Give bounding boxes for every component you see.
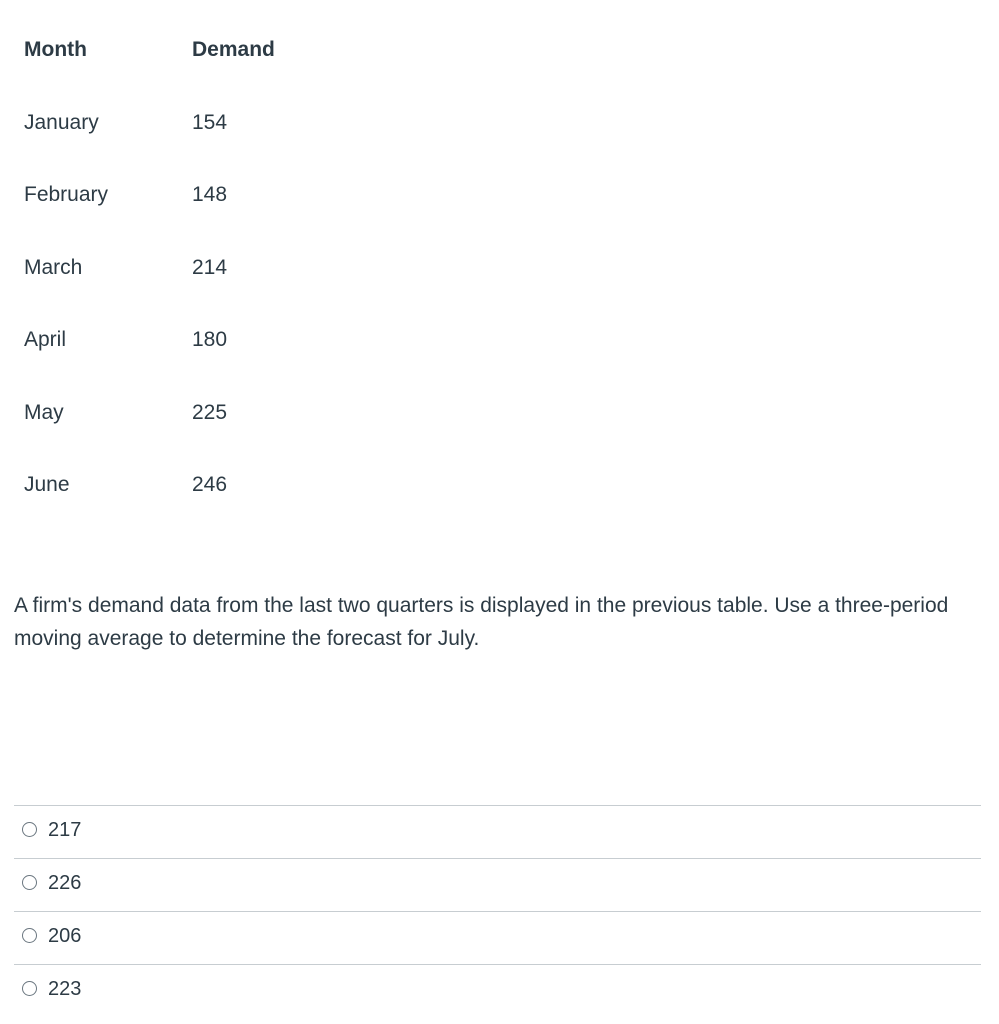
month-column-header: Month	[24, 38, 87, 61]
radio-button-icon[interactable]	[22, 822, 37, 837]
table-row	[24, 397, 424, 470]
answer-label[interactable]: 217	[48, 819, 82, 841]
table-row	[24, 107, 424, 180]
demand-cell: 225	[192, 400, 228, 424]
demand-cell: 154	[192, 110, 228, 134]
month-cell: May	[24, 400, 64, 424]
demand-cell: 246	[192, 473, 228, 496]
answer-options	[14, 805, 981, 1017]
table-row	[24, 252, 424, 325]
month-cell: April	[24, 328, 67, 351]
month-cell: June	[24, 473, 70, 496]
month-cell: January	[24, 110, 99, 134]
demand-cell: 148	[192, 183, 228, 206]
answer-option-223[interactable]	[14, 965, 981, 1017]
question-text: A firm's demand data from the last two quarters is displayed in the previous table. Use a three-period moving average to determine the forecast for July.	[14, 594, 949, 650]
table-row	[24, 179, 424, 252]
answer-label[interactable]: 223	[48, 978, 82, 1000]
month-cell: February	[24, 183, 109, 206]
radio-button-icon[interactable]	[22, 875, 37, 890]
radio-button-icon[interactable]	[22, 981, 37, 996]
demand-table	[24, 34, 424, 542]
table-header-row	[24, 34, 424, 107]
table-row	[24, 469, 424, 542]
answer-option-226[interactable]	[14, 859, 981, 912]
radio-button-icon[interactable]	[22, 928, 37, 943]
month-cell: March	[24, 255, 83, 279]
answer-option-206[interactable]	[14, 912, 981, 965]
demand-column-header: Demand	[192, 38, 275, 61]
answer-label[interactable]: 206	[48, 925, 82, 947]
demand-cell: 180	[192, 328, 228, 351]
demand-cell: 214	[192, 255, 228, 279]
answer-option-217[interactable]	[14, 806, 981, 859]
table-row	[24, 324, 424, 397]
answer-label[interactable]: 226	[48, 872, 82, 894]
